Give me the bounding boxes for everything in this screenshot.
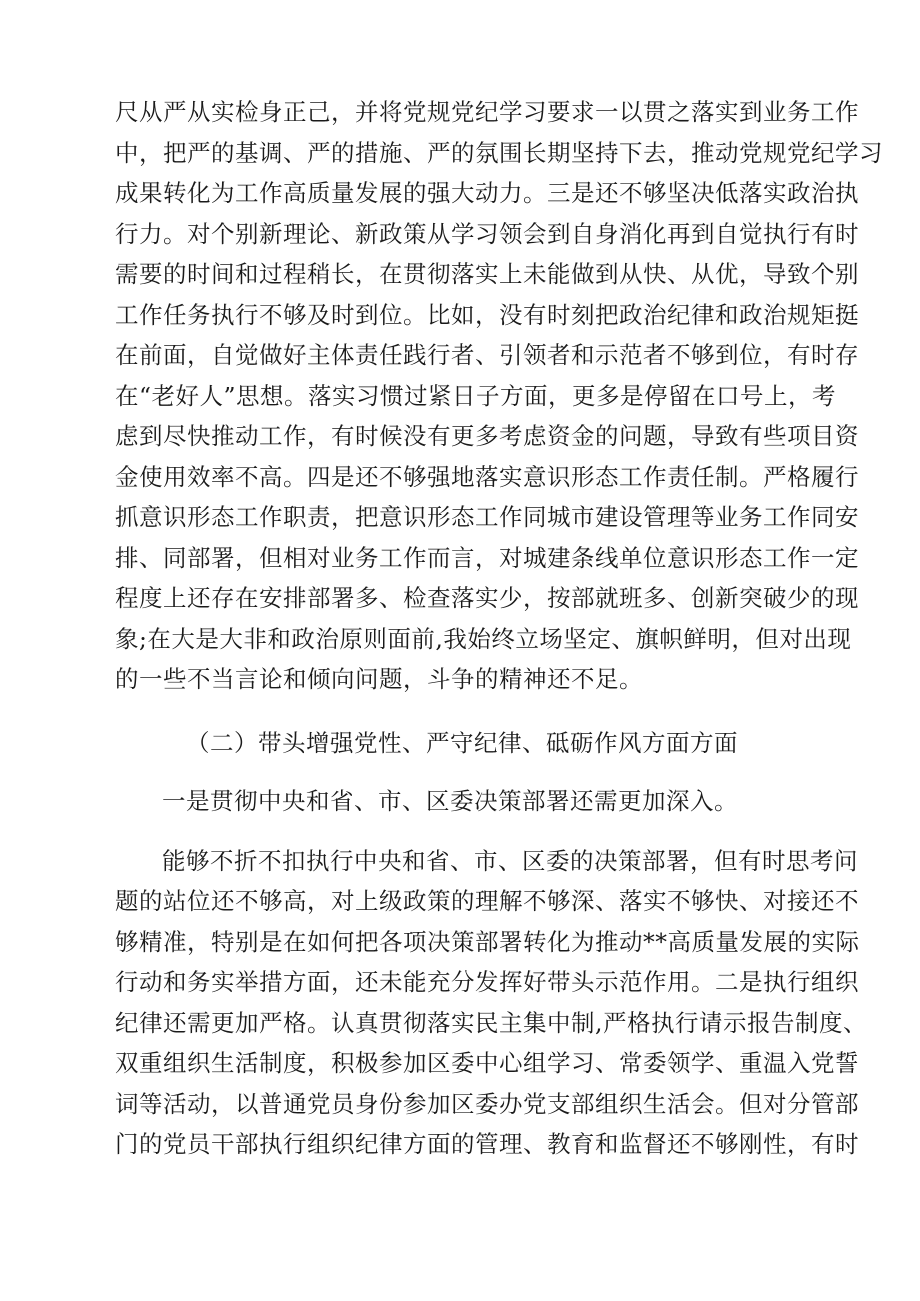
text-line: 金使用效率不高。四是还不够强地落实意识形态工作责任制。严格履行 xyxy=(115,463,859,491)
text-line: 双重组织生活制度，积极参加区委中心组学习、常委领学、重温入党誓 xyxy=(115,1049,859,1077)
text-line: 够精准，特别是在如何把各项决策部署转化为推动**高质量发展的实际 xyxy=(115,928,860,956)
text-line: 在“老好人”思想。落实习惯过紧日子方面，更多是停留在口号上，考 xyxy=(115,382,837,410)
text-line: 程度上还存在安排部署多、检查落实少，按部就班多、创新突破少的现 xyxy=(115,584,859,612)
text-line: 象;在大是大非和政治原则面前,我始终立场坚定、旗帜鲜明，但对出现 xyxy=(115,625,852,653)
text-line: 词等活动，以普通党员身份参加区委办党支部组织生活会。但对分管部 xyxy=(115,1090,859,1118)
subheading: 一是贯彻中央和省、市、区委决策部署还需更加深入。 xyxy=(162,787,738,815)
text-line: 题的站位还不够高，对上级政策的理解不够深、落实不够快、对接还不 xyxy=(115,887,859,915)
text-line: 虑到尽快推动工作，有时候没有更多考虑资金的问题，导致有些项目资 xyxy=(115,422,859,450)
text-line: 抓意识形态工作职责，把意识形态工作同城市建设管理等业务工作同安 xyxy=(115,503,859,531)
text-line: 的一些不当言论和倾向问题，斗争的精神还不足。 xyxy=(115,665,643,693)
text-line: 在前面，自觉做好主体责任践行者、引领者和示范者不够到位，有时存 xyxy=(115,341,859,369)
text-line: 排、同部署，但相对业务工作而言，对城建条线单位意识形态工作一定 xyxy=(115,544,859,572)
text-line: 工作任务执行不够及时到位。比如，没有时刻把政治纪律和政治规矩挺 xyxy=(115,301,859,329)
text-line: 行动和务实举措方面，还未能充分发挥好带头示范作用。二是执行组织 xyxy=(115,968,859,996)
text-line: 行力。对个别新理论、新政策从学习领会到自身消化再到自觉执行有时 xyxy=(115,220,859,248)
text-line: 能够不折不扣执行中央和省、市、区委的决策部署，但有时思考问 xyxy=(162,847,858,875)
text-line: 纪律还需更加严格。认真贯彻落实民主集中制,严格执行请示报告制度、 xyxy=(115,1009,867,1037)
section-heading: （二）带头增强党性、严守纪律、砥砺作风方面方面 xyxy=(186,729,738,757)
text-line: 中，把严的基调、严的措施、严的氛围长期坚持下去，推动党规党纪学习 xyxy=(115,139,883,167)
text-line: 需要的时间和过程稍长，在贯彻落实上未能做到从快、从优，导致个别 xyxy=(115,260,859,288)
text-line: 成果转化为工作高质量发展的强大动力。三是还不够坚决低落实政治执 xyxy=(115,179,859,207)
text-line: 尺从严从实检身正己，并将党规党纪学习要求一以贯之落实到业务工作 xyxy=(115,98,859,126)
text-line: 门的党员干部执行组织纪律方面的管理、教育和监督还不够刚性，有时 xyxy=(115,1130,859,1158)
